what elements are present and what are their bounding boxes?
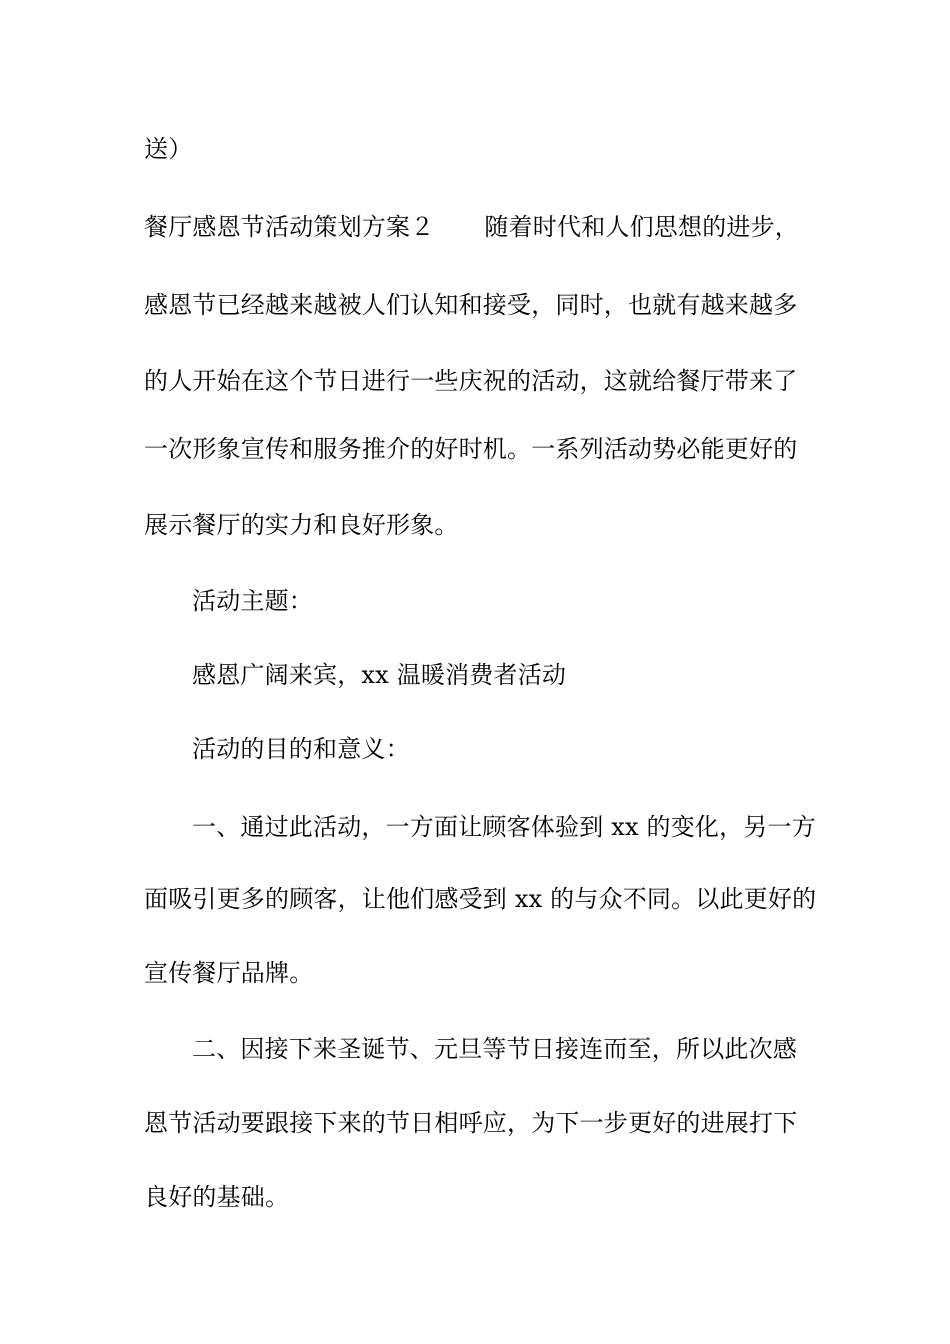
text-line-2 <box>144 212 799 242</box>
text-segment: 良好的基础。 <box>144 1183 290 1211</box>
text-segment: 送） <box>144 135 193 163</box>
heading-activity-theme: 活动主题： <box>192 587 313 615</box>
text-line-7 <box>192 586 313 616</box>
text-segment: 感恩节已经越来越被人们认知和接受，同时，也就有越来越多 <box>144 291 798 319</box>
text-line-11 <box>144 884 816 914</box>
text-segment: 二、因接下来圣诞节、元旦等节日接连而至，所以此次感 <box>192 1035 797 1063</box>
heading-purpose: 活动的目的和意义： <box>192 735 410 763</box>
text-line-1 <box>144 134 192 164</box>
text-segment: 宣传餐厅品牌。 <box>144 959 314 987</box>
text-segment: 一次形象宣传和服务推介的好时机。一系列活动势必能更好的 <box>144 435 798 463</box>
text-line-8 <box>192 660 566 690</box>
section-title: 餐厅感恩节活动策划方案２ <box>144 213 435 241</box>
text-segment: 恩节活动要跟接下来的节日相呼应，为下一步更好的进展打下 <box>144 1109 798 1137</box>
text-segment: 面吸引更多的顾客，让他们感受到 xx 的与众不同。以此更好的 <box>144 885 817 913</box>
text-line-4 <box>144 366 797 396</box>
text-segment: 的人开始在这个节日进行一些庆祝的活动，这就给餐厅带来了 <box>144 367 798 395</box>
text-line-3 <box>144 290 797 320</box>
text-segment: 随着时代和人们思想的进步， <box>484 213 800 241</box>
text-line-13 <box>192 1034 797 1064</box>
text-line-6 <box>144 510 459 540</box>
text-line-5 <box>144 434 797 464</box>
text-line-10 <box>192 812 816 842</box>
text-line-12 <box>144 958 313 988</box>
text-line-14 <box>144 1108 797 1138</box>
text-line-15 <box>144 1182 289 1212</box>
text-segment: 展示餐厅的实力和良好形象。 <box>144 511 459 539</box>
text-segment: 一、通过此活动，一方面让顾客体验到 xx 的变化，另一方 <box>192 813 816 841</box>
text-line-9 <box>192 734 410 764</box>
text-segment: 感恩广阔来宾，xx 温暖消费者活动 <box>192 661 567 689</box>
